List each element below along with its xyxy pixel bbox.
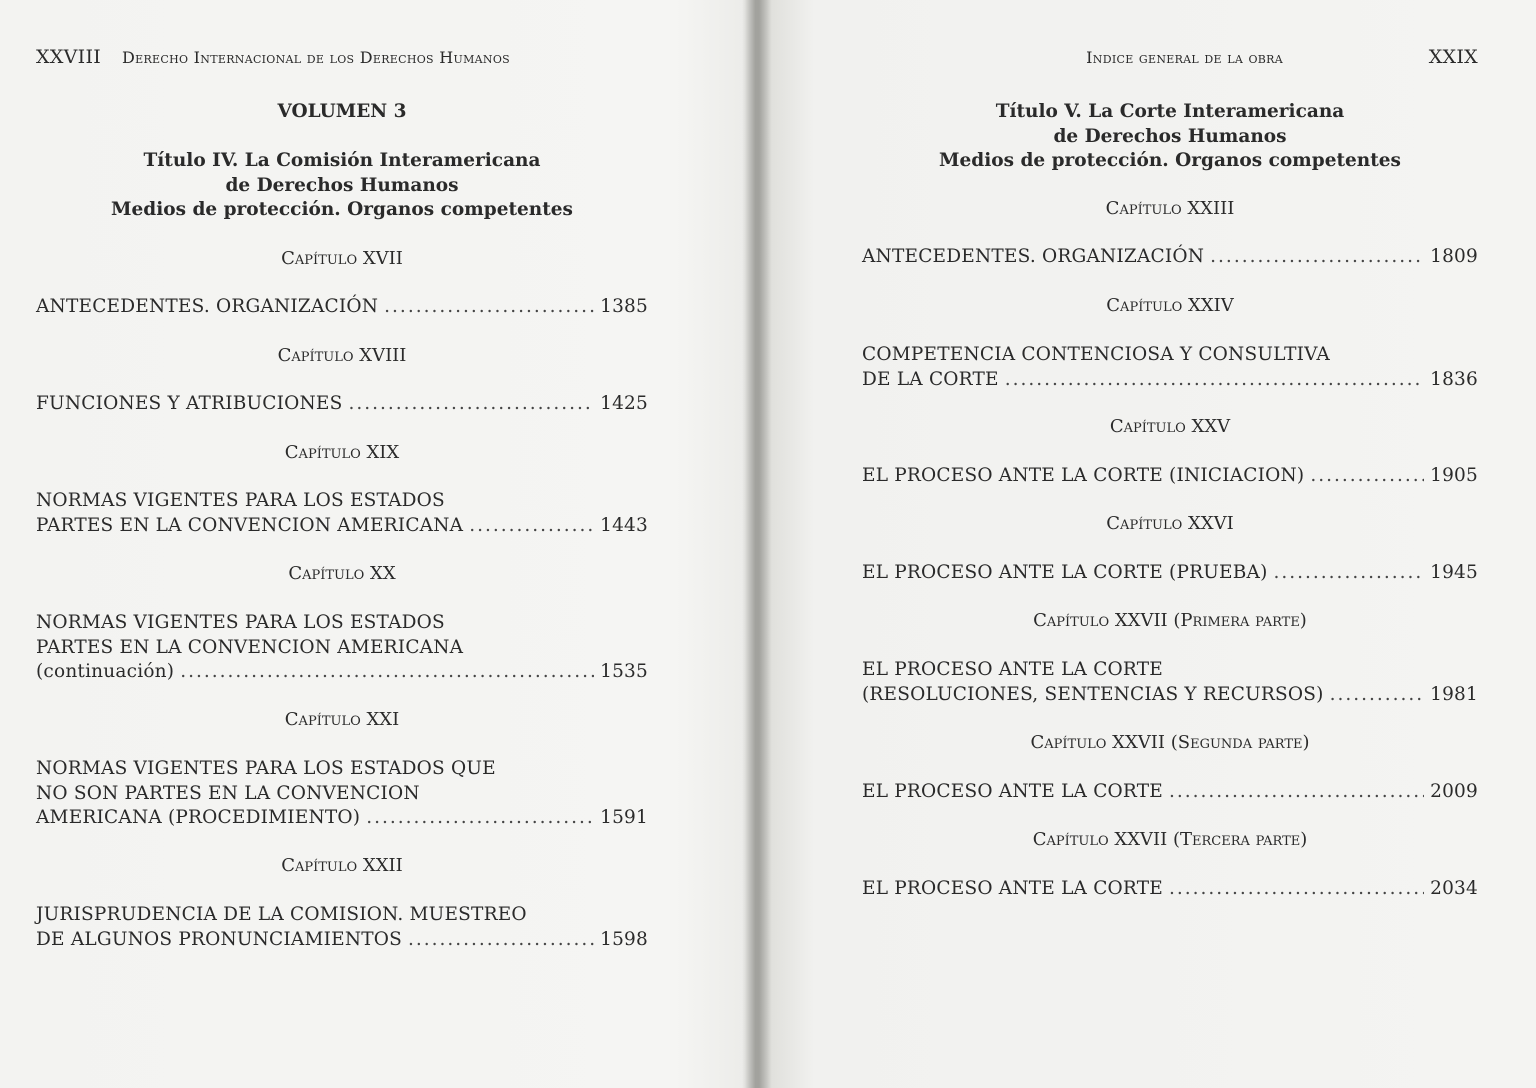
page-number: 1809 bbox=[1430, 246, 1478, 267]
left-folio: XXVIII bbox=[36, 46, 102, 68]
chapter-heading: Capítulo XXII bbox=[281, 855, 403, 876]
toc-entry-text: DE ALGUNOS PRONUNCIAMIENTOS bbox=[36, 928, 402, 950]
toc-entry[interactable] bbox=[862, 561, 1478, 586]
toc-entry[interactable] bbox=[862, 464, 1478, 489]
toc-entry-text: (continuación) bbox=[36, 661, 175, 682]
chapter-heading: Capítulo XXVI bbox=[1106, 513, 1234, 534]
leader-dots bbox=[469, 514, 594, 539]
left-title-line-2: de Derechos Humanos bbox=[225, 174, 459, 196]
toc-entry[interactable] bbox=[36, 295, 648, 320]
toc-entry-text: EL PROCESO ANTE LA CORTE bbox=[862, 878, 1163, 899]
chapter-heading: Capítulo XXIV bbox=[1106, 295, 1234, 316]
right-title-line-1: Título V. La Corte Interamericana bbox=[995, 101, 1345, 122]
page-number: 1981 bbox=[1430, 683, 1478, 705]
toc-entry[interactable] bbox=[862, 780, 1478, 805]
leader-dots bbox=[180, 660, 594, 685]
toc-entry[interactable] bbox=[862, 658, 1478, 707]
chapter-heading: Capítulo XIX bbox=[284, 442, 400, 463]
chapter-heading: Capítulo XXI bbox=[284, 709, 400, 730]
right-running-title: Indice general de la obra bbox=[1086, 48, 1283, 67]
toc-entry[interactable] bbox=[36, 392, 648, 417]
page-number: 2034 bbox=[1430, 878, 1478, 899]
chapter-heading: Capítulo XXVII (Primera parte) bbox=[1033, 610, 1307, 631]
toc-entry-line: JURISPRUDENCIA DE LA COMISION. MUESTREO bbox=[36, 904, 527, 925]
page-number: 1535 bbox=[600, 661, 648, 682]
chapter-heading: Capítulo XVIII bbox=[277, 345, 407, 366]
left-title-line-1: Título IV. La Comisión Interamericana bbox=[143, 150, 541, 171]
leader-dots bbox=[1210, 245, 1424, 270]
page-number: 1945 bbox=[1430, 562, 1478, 583]
right-title-line-3: Medios de protección. Organos competentes bbox=[939, 150, 1401, 171]
page-number: 1905 bbox=[1430, 465, 1478, 486]
toc-entry-text: EL PROCESO ANTE LA CORTE bbox=[862, 781, 1163, 802]
toc-entry[interactable] bbox=[36, 611, 648, 685]
leader-dots bbox=[349, 392, 595, 417]
page-number: 1591 bbox=[600, 807, 648, 828]
toc-entry[interactable] bbox=[862, 343, 1478, 392]
toc-entry[interactable] bbox=[36, 489, 648, 538]
toc-entry[interactable] bbox=[36, 757, 648, 831]
page-number: 1836 bbox=[1430, 368, 1478, 390]
leader-dots bbox=[1310, 464, 1424, 489]
toc-entry-text: PARTES EN LA CONVENCION AMERICANA bbox=[36, 514, 464, 536]
toc-entry-text: EL PROCESO ANTE LA CORTE (PRUEBA) bbox=[862, 562, 1268, 583]
chapter-heading: Capítulo XXV bbox=[1109, 416, 1231, 437]
toc-entry-text: EL PROCESO ANTE LA CORTE (INICIACION) bbox=[862, 465, 1305, 486]
leader-dots bbox=[1005, 368, 1424, 393]
toc-entry-line: NORMAS VIGENTES PARA LOS ESTADOS bbox=[36, 490, 445, 511]
page-number: 1385 bbox=[600, 296, 648, 317]
toc-entry-line: NORMAS VIGENTES PARA LOS ESTADOS QUE bbox=[36, 758, 496, 779]
toc-entry[interactable] bbox=[862, 245, 1478, 270]
page-number: 1443 bbox=[600, 514, 648, 536]
chapter-heading: Capítulo XXVII (Tercera parte) bbox=[1032, 829, 1308, 850]
right-page bbox=[862, 0, 1478, 1088]
right-title-line-2: de Derechos Humanos bbox=[1053, 125, 1287, 147]
toc-entry-text: AMERICANA (PROCEDIMIENTO) bbox=[36, 807, 361, 828]
toc-entry-text: (RESOLUCIONES, SENTENCIAS Y RECURSOS) bbox=[862, 683, 1324, 705]
left-page bbox=[36, 0, 648, 1088]
chapter-heading: Capítulo XXVII (Segunda parte) bbox=[1030, 732, 1310, 753]
chapter-heading: Capítulo XVII bbox=[281, 248, 403, 269]
leader-dots bbox=[1169, 877, 1424, 902]
leader-dots bbox=[1330, 683, 1425, 708]
toc-entry-line: NO SON PARTES EN LA CONVENCION bbox=[36, 782, 420, 804]
left-title-line-3: Medios de protección. Organos competentes bbox=[111, 199, 573, 220]
leader-dots bbox=[1274, 561, 1425, 586]
leader-dots bbox=[366, 806, 594, 831]
left-running-head bbox=[36, 46, 648, 72]
book-gutter bbox=[742, 0, 772, 1088]
toc-entry[interactable] bbox=[36, 903, 648, 952]
toc-entry-line: EL PROCESO ANTE LA CORTE bbox=[862, 659, 1163, 680]
left-running-title: Derecho Internacional de los Derechos Humanos bbox=[122, 48, 510, 67]
chapter-heading: Capítulo XX bbox=[288, 563, 396, 584]
toc-entry-line: PARTES EN LA CONVENCION AMERICANA bbox=[36, 636, 464, 658]
right-running-head bbox=[862, 46, 1478, 72]
toc-entry[interactable] bbox=[862, 877, 1478, 902]
toc-entry-text: DE LA CORTE bbox=[862, 368, 999, 390]
page-number: 1425 bbox=[600, 393, 648, 414]
leader-dots bbox=[384, 295, 594, 320]
leader-dots bbox=[1169, 780, 1424, 805]
toc-entry-line: NORMAS VIGENTES PARA LOS ESTADOS bbox=[36, 612, 445, 633]
toc-entry-text: ANTECEDENTES. ORGANIZACIÓN bbox=[36, 296, 379, 317]
right-folio: XXIX bbox=[1428, 46, 1478, 68]
volume-heading: VOLUMEN 3 bbox=[277, 101, 407, 122]
toc-entry-text: ANTECEDENTES. ORGANIZACIÓN bbox=[862, 246, 1205, 267]
page-number: 1598 bbox=[600, 928, 648, 950]
toc-entry-line: COMPETENCIA CONTENCIOSA Y CONSULTIVA bbox=[862, 344, 1330, 365]
leader-dots bbox=[408, 928, 594, 953]
chapter-heading: Capítulo XXIII bbox=[1105, 198, 1235, 219]
page-number: 2009 bbox=[1430, 781, 1478, 802]
toc-entry-text: FUNCIONES Y ATRIBUCIONES bbox=[36, 393, 343, 414]
